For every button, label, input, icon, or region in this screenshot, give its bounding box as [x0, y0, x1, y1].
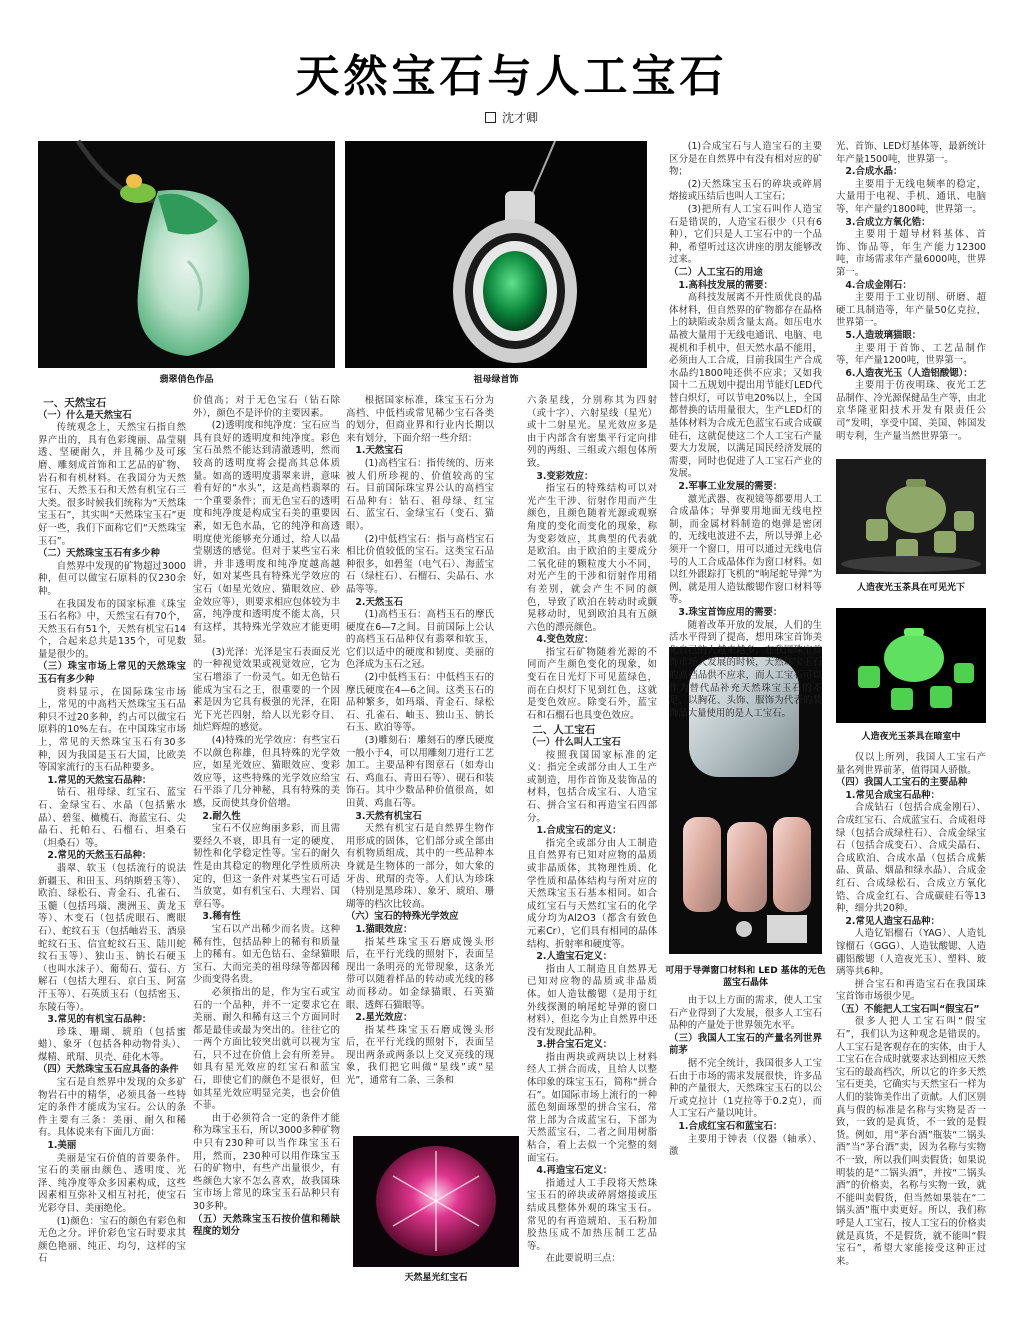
paragraph: 主要用于超导材料基体、首饰、饰品等，年生产能力12300吨，市场需求年产量6000吨，世界第一。	[836, 229, 986, 278]
paragraph: 1.美丽	[47, 1140, 77, 1152]
paragraph: 天然有机宝石是自然界生物作用形成的固体，它们部分或全部由有机物质组成，其中的一些品种本身就是生物体的一部分，如大象的牙齿、玳瑁的壳等。人们认为珍珠（特别是黑珍珠）、象牙、琥珀、珊瑚等的档次比较高。	[346, 823, 494, 910]
paragraph: (2)中低档宝石：指与高档宝石相比价值较低的宝石。这类宝石品种很多，如碧玺（电气石）、海蓝宝石（绿柱石）、石榴石、尖晶石、水晶等等。	[346, 533, 494, 595]
star-ruby-image	[353, 1136, 519, 1267]
paragraph: 4.变色效应：	[536, 634, 594, 646]
column-5	[669, 141, 822, 719]
paragraph: 指宝石矿物随着光源的不同而产生颜色变化的现象，如变石在日光灯下可见蓝绿色，而在白炽灯下见到红色，这就是变色效应。除变石外，蓝宝石和石榴石也具变色效应。	[527, 646, 657, 721]
paragraph: （四）我国人工宝石的主要品种	[836, 777, 968, 789]
paragraph: 随着改革开放的发展，人们的生活水平得到了提高，想用珠宝首饰美化自己的人越来越多，在我国珠宝首饰市场大发展的时候，天然珠宝玉石的高档品供不应求，而人工宝石可以作为替代品补充天然珠宝玉石的不足，以胸花、头饰、服饰为代表的装饰品大量使用的是人工宝石。	[669, 619, 822, 719]
tea-set-daylight-image	[836, 459, 986, 574]
paragraph: （二）人工宝石的用途	[669, 266, 763, 278]
paragraph: 传统观念上，天然宝石指自然界产出的，具有色彩瑰丽、晶莹剔透、坚硬耐久，并且稀少及可琢磨、雕刻成首饰和工艺品的矿物、岩石和有机材料。在我国分为天然宝石、天然玉石和天然有机宝石三大类。很多时候我们统称为“天然珠宝玉石”，其实叫“天然珠宝玉石”更好一些，我们下面称它们“天然珠宝玉石”。	[38, 422, 186, 547]
paragraph: 4.合成金刚石：	[845, 279, 912, 291]
paragraph: 指由人工制造且自然界无已知对应物的晶质或非晶质体。如人造钛酸锶（是用于红外线探测的响尾蛇导弹的窗口材料），但迄今为止自然界中还没有发现此品种。	[527, 963, 657, 1038]
paragraph: 仅以上所列，我国人工宝石产量名列世界前茅，值得国人骄傲。	[836, 752, 986, 776]
article-title: 天然宝石与人工宝石	[295, 51, 728, 102]
paragraph: 指某些珠宝玉石磨成馒头形后，在平行光线的照射下，表面呈现出两条或两条以上交叉亮线的现象，我们把它叫做“星线”或“星光”，通常有二条、三条和	[346, 1024, 494, 1087]
paragraph: 按照我国国家标准的定义：指完全或部分由人工生产或制造，用作首饰及装饰品的材料，包括合成宝石、人造宝石、拼合宝石和再造宝石四部分。	[527, 749, 657, 824]
paragraph: 2.合成水晶：	[845, 166, 903, 178]
paragraph: 合成钻石（包括合成金刚石）、合成红宝石、合成蓝宝石、合成祖母绿（包括合成绿柱石）、合成金绿宝石（包括合成变石）、合成尖晶石、合成欧泊、合成水晶（包括合成紫晶、黄晶、烟晶和绿水晶）、合成金红石、合成绿松石、合成立方氧化锆、合成金红石、合成碳硅石等13种，细分共20种。	[836, 802, 987, 915]
paragraph: 光、首饰、LED灯基体等，最新统计年产量1500吨，世界第一。	[836, 141, 986, 165]
paragraph: 6.人造夜光玉（人造铝酸锶）：	[845, 367, 973, 379]
paragraph: (3)把所有人工宝石叫作人造宝石是错误的，人造宝石很少（只有6种），它们只是人工宝石中的一个品种，希望听过这次讲座的朋友能够改过来。	[669, 203, 822, 266]
paragraph: (1)颜色：宝石的颜色有彩色和无色之分。评价彩色宝石时要求其颜色艳丽、纯正、均匀，这样的宝石	[38, 1215, 186, 1265]
paragraph: （一）什么叫人工宝石	[527, 737, 621, 749]
paragraph: 3.变彩效应：	[536, 470, 594, 482]
paragraph: （六）宝石的特殊光学效应	[346, 911, 459, 923]
caption-emerald: 祖母绿首饰	[473, 375, 519, 385]
paragraph: 指宝石的特殊结构可以对光产生干涉、衍射作用而产生颜色，且颜色随着光源或观察角度的变化而变化的现象，称为变彩效应，其典型的代表就是欧泊。由于欧泊的主要成分二氧化硅的颗粒度大小不同，对光产生的干涉和衍射作用稍有差别，就会产生不同的颜色，导致了欧泊在转动时或颤晃移动时，见到欧泊具有五颜六色的漂亮颜色。	[527, 483, 657, 633]
paragraph: 很多人把人工宝石叫“假宝石”，我们认为这种观念是错误的。人工宝石是客观存在的实体，由于人工宝石在合成时就要求达到相应天然宝石的最高档次，所以它的许多天然宝石更美，它确实与天然宝石一样为人们的装饰美作出了贡献。人们区别真与假的标准是名称与实物是否一致，一致的是真货，不一致的是假货。例如，用“茅台酒”瓶装“二锅头酒”当“茅台酒”卖，因为名称与实物不一致，所以我们叫卖假货；如果说明装的是“二锅头酒”，并按“二锅头酒”的价格卖，名称与实物一致，就不能叫卖假货，但当然如果装在“二锅头酒”瓶中卖更好。所以，我们称呼是人工宝石，按人工宝石的价格卖就是真货，不是假货，就不能叫“假宝石”，希望大家能接受这种正过来。	[836, 1016, 987, 1267]
caption-star-ruby: 天然星光红宝石	[404, 1273, 468, 1283]
paragraph: 1.高科技发展的需要：	[678, 279, 773, 291]
paragraph: （二）天然珠宝玉石有多少种	[38, 548, 160, 560]
paragraph: （三）我国人工宝石的产量名列世界前茅	[669, 1032, 822, 1057]
paragraph: 美丽是宝石价值的首要条件。宝石的美丽由颜色、透明度、光泽、纯净度等众多因素构成，这些因素相互弥补又相互衬托，使宝石光彩夺目、美丽绝伦。	[38, 1152, 186, 1214]
paragraph: （五）天然珠宝玉石按价值和稀缺程度的划分	[193, 1213, 340, 1238]
paragraph: 4.再造宝石定义：	[536, 1165, 613, 1177]
paragraph: 高科技发展离不开性质优良的晶体材料，但自然界的矿物都存在晶格上的缺陷或杂质含量太高。如压电水晶被大量用于无线电通讯、电脑、电视机和手机中，但天然水晶不能用，必须由人工合成，目前我国生产合成水晶约1800吨还供不应求；又如我国十二五规划中提出用节能灯LED代替白炽灯，可以节电20%以上，全国都替换的话用量很大，生产LED灯的基体材料为合成无色蓝宝石或合成碳硅石，这就促使这二个人工宝石产量要大力发展，以满足国民经济发展的需要，同时也促进了人工宝石产业的发展。	[669, 292, 822, 480]
paragraph: 六条星线，分别称其为四射（或十字）、六射星线（星光）或十二射星光。星光效应多是由于内部含有密集平行定向排列的两组、三组或六组包体所致。	[527, 395, 657, 469]
paragraph: 在此要说明三点：	[545, 1253, 621, 1265]
paragraph: 根据国家标准，珠宝玉石分为高档、中低档或常见稀少宝石各类的划分，但商业界和行业内长期以来有划分，下面介绍一些介绍：	[346, 395, 494, 444]
paragraph: 3.珠宝首饰应用的需要：	[678, 606, 783, 618]
paragraph: (1)合成宝石与人造宝石的主要区分是在自然界中有没有相对应的矿物；	[669, 141, 822, 178]
paragraph: (2)天然珠宝玉石的碎块或碎屑熔接或压结后也叫人工宝石；	[669, 178, 822, 203]
paragraph: 主要用于工业切削、研磨、超硬工具制造等，年产量50亿克拉，世界第一。	[836, 292, 986, 329]
paragraph: 1.常见合成宝石品种：	[845, 789, 940, 801]
square-bullet-icon	[485, 112, 496, 123]
paragraph: (3)雕刻石：雕刻石的摩氏硬度一般小于4，可以用雕刻刀进行工艺加工。主要品种有图章石（如寿山石、鸡血石、青田石等）、砚石和装饰石。其中少数品种价值很高，如田黄、鸡血石等。	[346, 735, 494, 809]
paragraph: (4)特殊的光学效应：有些宝石不以颜色称雄，但具特殊的光学效应，如星光效应、猫眼效应、变彩效应等，这些特殊的光学效应给宝石平添了几分神秘，具有特殊的美感，反而使其身价倍增。	[193, 735, 340, 809]
emerald-pendant-image	[345, 141, 647, 368]
paragraph: 2.常见的天然玉石品种：	[47, 850, 152, 862]
column-6b	[836, 752, 986, 1282]
paragraph: (1)高档宝石：指传统的、历来被人们所珍视的、价值较高的宝石。目前国际珠宝界公认的高档宝石品种有：钻石、祖母绿、红宝石、蓝宝石、金绿宝石（变石、猫眼）。	[346, 457, 494, 532]
paragraph: 2.人造宝石定义：	[536, 951, 613, 963]
paragraph: 指通过人工手段将天然珠宝玉石的碎块或碎屑熔接或压结成具整体外观的珠宝玉石。常见的有再造琥珀、玉石粉加胶热压成不加热压制工艺品等。	[527, 1177, 657, 1252]
paragraph: 指完全或部分由人工制造且自然界有已知对应物的晶质或非晶质体，其物理性质、化学性质和晶体结构与所对应的天然珠宝玉石基本相同。如合成红宝石与天然红宝石的化学成分均为Al2O3（都含有致色元素Cr），它们具有相同的晶体结构、折射率和硬度等。	[527, 837, 657, 950]
paragraph: （五）不能把人工宝石叫“假宝石”	[836, 1003, 980, 1015]
paragraph: 必须指出的是，作为宝石或宝石的一个品种，并不一定要求它在美丽、耐久和稀有这三个方面同时都是最佳或最为突出的。往往它的一两个方面比较突出就可以视为宝石，只不过在价值上会有所差异。如具有星光效应的红宝石和蓝宝石，即使它们的颜色不是很好，但如其星光效应明显完美，也会价值不菲。	[193, 986, 340, 1112]
paragraph: 3.合成立方氧化锆：	[845, 216, 931, 228]
byline	[0, 109, 1023, 126]
column-4	[527, 395, 657, 1285]
paragraph: (3)光泽：光泽是宝石表面反光的一种视觉效果或视觉效应，它为宝石增添了一份灵气。如无色钻石能成为宝石之王，很重要的一个因素是因为它具有极强的光泽，在阳光下光芒四射，给人以光彩夺目、灿烂辉煌的感觉。	[193, 646, 340, 734]
paragraph: 1.合成红宝石和蓝宝石：	[678, 1120, 783, 1132]
caption-tea-dark: 人造夜光玉茶具在暗室中	[861, 732, 961, 742]
paragraph: 2.常见人造宝石品种：	[845, 915, 940, 927]
paragraph: 指由两块或两块以上材料经人工拼合而成，且给人以整体印象的珠宝玉石，简称“拼合石”。如国际市场上流行的一种蓝色刻面琢型的拼合宝石，常常上部为合成蓝宝石，下部为天然蓝宝石，二者之间用树脂粘合，看上去似一个完整的刻面宝石。	[527, 1051, 657, 1164]
paragraph: 拼合宝石和再造宝石在我国珠宝首饰市场很少见。	[836, 978, 986, 1003]
paragraph: 宝石不仅应绚丽多彩，而且需要经久不衰，即具有一定的硬度、韧性和化学稳定性等。宝石的耐久性是由其稳定的物理化学性质所决定的，但这一条件对某些宝石可适当放宽，如有机宝石、大理岩、国章石等。	[193, 823, 340, 910]
paragraph: 主要用于钟表（仪器（轴承）、激	[669, 1133, 822, 1158]
paragraph: 珍珠、珊瑚、琥珀（包括蜜蜡）、象牙（包括各种动物骨头）、煤精、玳瑁、贝壳、硅化木等。	[38, 1026, 186, 1063]
paragraph: 钻石、祖母绿、红宝石、蓝宝石、金绿宝石、水晶（包括紫水晶）、碧玺、橄榄石、海蓝宝石、尖晶石、托帕石、石榴石、坦桑石（坦桑石）等。	[38, 787, 186, 849]
paragraph: 人造钇铝榴石（YAG）、人造钆镓榴石（GGG）、人造钛酸锶、人造硼铝酸锶（人造夜光玉）、塑料、玻璃等共6种。	[836, 928, 986, 978]
jade-carving-image	[38, 141, 335, 368]
column-5-lower	[669, 995, 822, 1285]
paragraph: （四）天然珠宝玉石应具备的条件	[38, 1064, 179, 1076]
paragraph: 2.天然玉石	[355, 596, 403, 608]
paragraph: 二、人工宝石	[532, 724, 596, 737]
paragraph: 2.星光效应：	[355, 1012, 413, 1024]
paragraph: (1)高档玉石：高档玉石的摩氏硬度在6—7之间。目前国际上公认的高档玉石品种仅有翡翠和软玉，它们以适中的硬度和韧度、美丽的色泽成为玉石之冠。	[346, 609, 494, 671]
paragraph: 翡翠、软玉（包括流行的说法新疆玉、和田玉、玛纳斯碧玉等）、欧泊、绿松石、青金石、孔雀石、玉髓（包括玛瑙、澳洲玉、黄龙玉等）、木变石（包括虎眼石、鹰眼石）、蛇纹石玉（包括岫岩玉、酒泉蛇纹石玉、信宜蛇纹石玉、陆川蛇纹石玉等）、独山玉、钠长石硬玉（也叫水沫子）、葡萄石、萤石、方解石（包括大理石、京白玉、阿富汗玉等）、石英质玉石（包括密玉、东陵石等）。	[38, 862, 186, 1013]
paragraph: 价值高；对于无色宝石（钻石除外），颜色不是评价的主要因素。	[193, 395, 340, 419]
paragraph: 1.常见的天然宝石品种：	[47, 774, 152, 786]
paragraph: 宝石以产出稀少而名贵。这种稀有性，包括品种上的稀有和质量上的稀有。如无色钻石、金绿猫眼宝石、大而完美的祖母绿等都因稀少而变得名贵。	[193, 923, 340, 986]
paragraph: 由于以上方面的需求，使人工宝石产业得到了大发展，很多人工宝石品种的产量处于世界领先水平。	[669, 995, 822, 1032]
column-6	[836, 141, 986, 453]
paragraph: 主要用于首饰、工艺品制作等，年产量1200吨，世界第一。	[836, 342, 986, 367]
caption-sapphire: 可用于导弹窗口材料和 LED 基体的无色蓝宝石晶体	[665, 966, 826, 988]
caption-jade: 翡翠俏色作品	[159, 375, 214, 385]
paragraph: （三）珠宝市场上常见的天然珠宝玉石有多少种	[38, 661, 186, 686]
column-1	[38, 395, 186, 1285]
paragraph: （一）什么是天然宝石	[38, 409, 132, 421]
paragraph: 5.人造玻璃猫眼：	[845, 329, 922, 341]
paragraph: 1.猫眼效应：	[355, 923, 413, 935]
paragraph: 2.军事工业发展的需要：	[678, 481, 783, 493]
paragraph: 2.耐久性	[202, 810, 241, 822]
paragraph: 据不完全统计，我国很多人工宝石由于市场的需求发展很快，许多品种的产量很大，天然珠宝玉石的以公斤或克拉计（1克拉等于0.2克），而人工宝石产量以吨计。	[669, 1057, 822, 1120]
paragraph: 3.天然有机宝石	[355, 810, 422, 822]
paragraph: 指某些珠宝玉石磨成馒头形后，在平行光线的照射下，表面呈现出一条明亮的光带现象，这条光带可以随着样品的转动或光线的移动而移动。如金绿猫眼、石英猫眼、透辉石猫眼等。	[346, 936, 494, 1011]
paragraph: 宝石是自然界中发现的众多矿物岩石中的精华，必须具备一些特定的条件才能成为宝石。公认的条件主要有三条：美丽、耐久和稀有。具体说来有下面几方面：	[38, 1077, 186, 1139]
paragraph: 3.稀有性	[202, 911, 241, 923]
caption-tea-daylight: 人造夜光玉茶具在可见光下	[856, 583, 965, 593]
paragraph: (2)中低档玉石：中低档玉石的摩氏硬度在4—6之间。这类玉石的品种繁多，如玛瑙、青金石、绿松石、孔雀石、岫玉、独山玉、钠长石玉、欧泊等等。	[346, 672, 494, 734]
paragraph: 主要用于无线电频率的稳定，大量用于电视、手机、通讯、电脑等，年产量约1800吨，世界第一。	[836, 178, 986, 215]
paragraph: 一、天然宝石	[43, 397, 107, 409]
column-2	[193, 395, 340, 1285]
paragraph: 3.常见的有机宝石品种：	[47, 1014, 152, 1026]
paragraph: 主要用于仿夜明珠、夜光工艺品制作、冷光源保健品生产等，由北京华隆亚阳技术开发有限责任公司“发明，享受中国、美国、韩国发明专利，生产量当然世界第一。	[836, 380, 987, 442]
tea-set-dark-image	[836, 608, 986, 723]
paragraph: 自然界中发现的矿物超过3000种，但可以做宝石原料的仅230余种。	[38, 560, 186, 597]
paragraph: 在我国发布的国家标准《珠宝玉石名称》中，天然宝石有70个，天然玉石有51个，天然有机宝石14个，合起来总共是135个，可见数量是很少的。	[38, 598, 186, 660]
paragraph: 资料显示，在国际珠宝市场上，常见的中高档天然珠宝玉石品种只不过20多种，约占可以做宝石原料的10%左右。在中国珠宝市场上，常见的天然珠宝玉石有30多种，因为我国是玉石大国，比欧美等国家流行的玉石品种要多。	[38, 686, 186, 774]
author-name: 沈才卿	[501, 111, 538, 125]
paragraph: (2)透明度和纯净度：宝石应当具有良好的透明度和纯净度。彩色宝石虽然不能达到清澈透明，然而较高的透明度将会提高其总体质量。如高的透明度翡翠来讲，意味着有好的“水头”，这是高档翡翠的一个重要条件；而无色宝石的透明度和纯净度是构成宝石美的重要因素，如无色水晶，它的纯净和高透明度使光能够充分通过，给人以晶莹剔透的感觉。但对于某些宝石来讲，并非透明度和纯净度越高越好，如对某些具有特殊光学效应的宝石（如星光效应、猫眼效应、砂金效应等），则要求相应包体较为丰富，纯净度和透明度不能太高，只有这样，其特殊光学效应才能更明显。	[193, 420, 340, 646]
paragraph: 1.合成宝石的定义：	[536, 825, 622, 837]
paragraph: 1.天然宝石	[355, 445, 403, 457]
paragraph: 3.拼合宝石定义：	[536, 1039, 613, 1051]
column-3	[346, 395, 494, 1135]
paragraph: 激光武器、夜视镜等都要用人工合成晶体；导弹要用地面无线电控制，而金属材料制造的炮弹是密闭的，无线电波进不去，所以导弹上必须开一个窗口，用可以通过无线电信号的人工合成晶体作为窗口材料。如以红外跟踪打飞机的“响尾蛇导弹”为例，就是用人造钛酸锶作窗口材料等等。	[669, 493, 822, 606]
paragraph: 由于必须符合一定的条件才能称为珠宝玉石，所以3000多种矿物中只有230种可以当作珠宝玉石用，然而，230种可以用作珠宝玉石的矿物中，有些产出量很少，有些颜色大家不怎么喜欢，故我国珠宝市场上常见的珠宝玉石品种只有30多种。	[193, 1112, 340, 1212]
